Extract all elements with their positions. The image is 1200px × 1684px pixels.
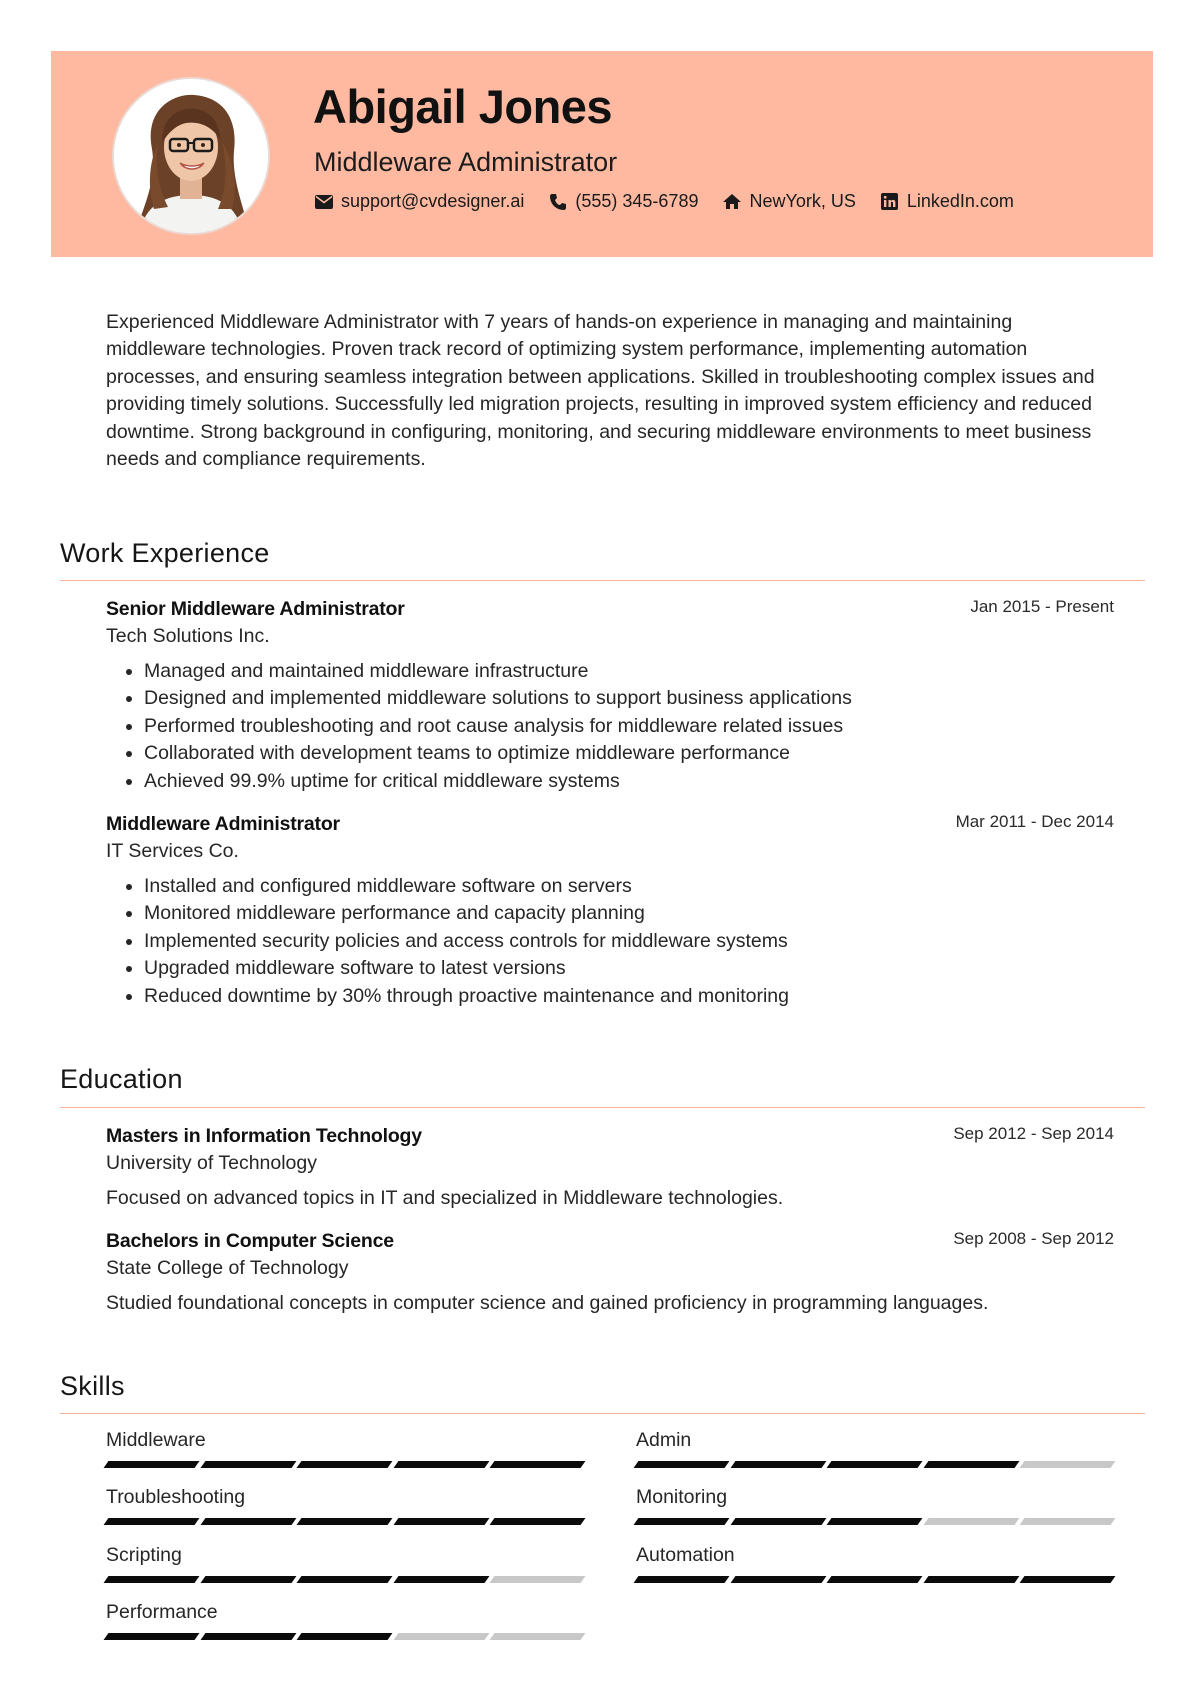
skill-segment-empty <box>1020 1518 1116 1525</box>
skill-level-bar <box>636 1461 1121 1469</box>
degree-title: Masters in Information Technology <box>106 1125 422 1147</box>
skill-segment-empty <box>490 1633 586 1640</box>
skill-segment-filled <box>923 1461 1019 1468</box>
contact-list <box>314 191 1038 212</box>
job-company: IT Services Co. <box>106 840 239 862</box>
education-entry <box>106 1228 1114 1317</box>
job-bullets <box>106 873 1114 1010</box>
skill-segment-filled <box>634 1576 730 1583</box>
school-name: State College of Technology <box>106 1257 349 1279</box>
job-bullet: • Implemented security policies and access controls for middleware systems <box>144 928 1114 955</box>
job-entry <box>106 596 1114 795</box>
job-bullet: • Upgraded middleware software to latest versions <box>144 955 1114 982</box>
education-divider <box>60 1107 1145 1108</box>
contact-linkedin[interactable] <box>880 191 1014 212</box>
skill-segment-filled <box>393 1576 489 1583</box>
phone-icon <box>548 192 568 212</box>
skill-name: Automation <box>636 1544 735 1566</box>
skill-name: Middleware <box>106 1429 206 1451</box>
skill-item <box>106 1484 591 1526</box>
skill-segment-empty <box>1020 1461 1116 1468</box>
skill-level-bar <box>106 1633 591 1641</box>
skills-divider <box>60 1413 1145 1414</box>
contact-email[interactable] <box>314 191 524 212</box>
contact-phone-text: (555) 345-6789 <box>575 191 699 211</box>
skill-segment-filled <box>923 1576 1019 1583</box>
job-title: Senior Middleware Administrator <box>106 598 405 620</box>
profile-photo <box>112 77 270 235</box>
education-description: Studied foundational concepts in computer science and gained proficiency in programming languages. <box>106 1292 989 1314</box>
skill-level-bar <box>106 1518 591 1526</box>
contact-location <box>722 191 855 212</box>
candidate-name: Abigail Jones <box>313 80 613 133</box>
skill-segment-filled <box>827 1461 923 1468</box>
job-title: Middleware Administrator <box>106 813 340 835</box>
skill-segment-filled <box>730 1576 826 1583</box>
skill-segment-empty <box>490 1576 586 1583</box>
education-dates: Sep 2008 - Sep 2012 <box>953 1229 1114 1248</box>
skill-segment-filled <box>730 1518 826 1525</box>
skill-name: Troubleshooting <box>106 1486 246 1508</box>
skill-segment-filled <box>634 1461 730 1468</box>
linkedin-icon <box>880 192 900 212</box>
skill-level-bar <box>106 1461 591 1469</box>
skill-level-bar <box>636 1518 1121 1526</box>
skill-segment-filled <box>827 1518 923 1525</box>
contact-email-text: support@cvdesigner.ai <box>341 191 525 211</box>
degree-title: Bachelors in Computer Science <box>106 1230 394 1252</box>
skills-heading: Skills <box>60 1371 125 1401</box>
skill-segment-filled <box>104 1633 200 1640</box>
job-dates: Mar 2011 - Dec 2014 <box>955 812 1114 831</box>
skill-segment-filled <box>297 1518 393 1525</box>
skill-segment-filled <box>297 1461 393 1468</box>
skill-item <box>636 1484 1121 1526</box>
skill-segment-filled <box>1020 1576 1116 1583</box>
job-entry <box>106 811 1114 1010</box>
school-name: University of Technology <box>106 1152 317 1174</box>
avatar-portrait-icon <box>114 79 268 233</box>
skill-item <box>106 1542 591 1584</box>
skill-segment-empty <box>393 1633 489 1640</box>
skill-item <box>636 1427 1121 1469</box>
education-entry <box>106 1123 1114 1212</box>
education-description: Focused on advanced topics in IT and specialized in Middleware technologies. <box>106 1187 784 1209</box>
skill-item <box>636 1542 1121 1584</box>
skill-segment-filled <box>104 1576 200 1583</box>
contact-location-text: NewYork, US <box>749 191 856 211</box>
job-bullet: • Achieved 99.9% uptime for critical middleware systems <box>144 768 1114 795</box>
skill-segment-filled <box>393 1518 489 1525</box>
job-bullet: • Reduced downtime by 30% through proactive maintenance and monitoring <box>144 983 1114 1010</box>
candidate-title: Middleware Administrator <box>314 147 618 177</box>
skill-segment-empty <box>923 1518 1019 1525</box>
skill-name: Monitoring <box>636 1486 728 1508</box>
skill-item <box>106 1427 591 1469</box>
work-experience-heading: Work Experience <box>60 538 270 568</box>
skill-item <box>106 1599 591 1641</box>
job-bullet: • Designed and implemented middleware solutions to support business applications <box>144 685 1114 712</box>
contact-linkedin-text: LinkedIn.com <box>906 191 1014 211</box>
job-bullet: • Monitored middleware performance and capacity planning <box>144 900 1114 927</box>
professional-summary: Experienced Middleware Administrator with 7 years of hands-on experience in managing and maintaining middleware technologies. Proven track record of optimizing system performance, implementing automation processes, and ensuring seamless integration between applications. Skilled in troubleshooting complex issues and providing timely solutions. Successfully led migration projects, resulting in improved system efficiency and reduced downtime. Strong background in configuring, monitoring, and securing middleware environments to meet business needs and compliance requirements. <box>106 311 1095 471</box>
job-bullet: • Performed troubleshooting and root cause analysis for middleware related issues <box>144 713 1114 740</box>
job-bullets <box>106 658 1114 795</box>
contact-phone[interactable] <box>548 191 698 212</box>
skill-segment-filled <box>297 1576 393 1583</box>
skill-segment-filled <box>827 1576 923 1583</box>
education-dates: Sep 2012 - Sep 2014 <box>953 1124 1114 1143</box>
job-company: Tech Solutions Inc. <box>106 625 270 647</box>
skill-name: Admin <box>636 1429 692 1451</box>
job-bullet: • Collaborated with development teams to optimize middleware performance <box>144 740 1114 767</box>
job-bullet: • Managed and maintained middleware infrastructure <box>144 658 1114 685</box>
job-bullet: • Installed and configured middleware software on servers <box>144 873 1114 900</box>
skill-segment-filled <box>104 1518 200 1525</box>
skill-level-bar <box>636 1576 1121 1584</box>
skill-segment-filled <box>490 1518 586 1525</box>
skill-name: Scripting <box>106 1544 182 1566</box>
skill-segment-filled <box>200 1633 296 1640</box>
skill-segment-filled <box>730 1461 826 1468</box>
education-heading: Education <box>60 1064 183 1094</box>
skill-segment-filled <box>200 1461 296 1468</box>
envelope-icon <box>314 192 334 212</box>
skill-segment-filled <box>634 1518 730 1525</box>
skill-segment-filled <box>200 1576 296 1583</box>
home-icon <box>722 192 742 212</box>
resume-header <box>51 51 1153 257</box>
job-dates: Jan 2015 - Present <box>970 597 1114 616</box>
skill-segment-filled <box>393 1461 489 1468</box>
skill-segment-filled <box>104 1461 200 1468</box>
skill-segment-filled <box>490 1461 586 1468</box>
skill-segment-filled <box>200 1518 296 1525</box>
skill-name: Performance <box>106 1601 218 1623</box>
work-experience-divider <box>60 580 1145 581</box>
skill-segment-filled <box>297 1633 393 1640</box>
skill-level-bar <box>106 1576 591 1584</box>
